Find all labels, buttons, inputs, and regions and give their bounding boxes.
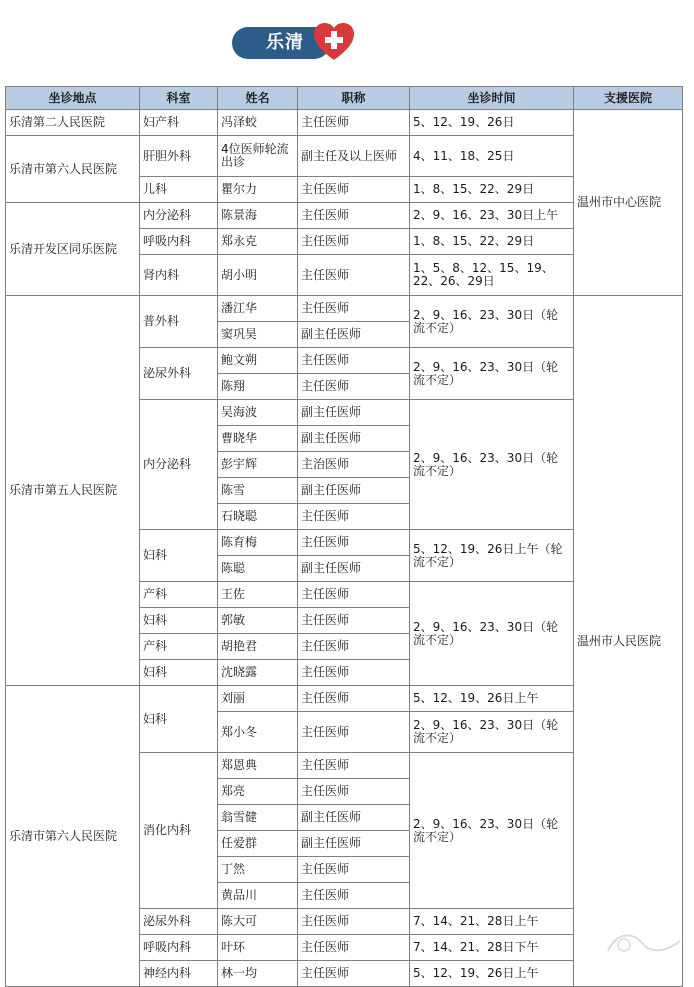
name-cell: 陈雪 [218,478,298,504]
title-cell: 主治医师 [298,452,410,478]
header-name: 姓名 [218,87,298,110]
name-cell: 黄品川 [218,883,298,909]
dept-cell: 肾内科 [140,255,218,296]
dept-cell: 妇科 [140,660,218,686]
clinic-schedule-table [5,86,683,987]
site-cell: 乐清市第五人民医院 [6,296,140,686]
title-cell: 主任医师 [298,530,410,556]
title-cell: 主任医师 [298,110,410,136]
name-cell: 瞿尔力 [218,177,298,203]
name-cell: 陈翔 [218,374,298,400]
title-cell: 主任医师 [298,348,410,374]
time-cell: 5、12、19、26日上午（轮流不定） [410,530,574,582]
dept-cell: 呼吸内科 [140,229,218,255]
time-cell: 2、9、16、23、30日（轮流不定） [410,296,574,348]
time-cell: 5、12、19、26日上午 [410,686,574,712]
title-cell: 主任医师 [298,255,410,296]
header-support-hospital: 支援医院 [574,87,683,110]
header-department: 科室 [140,87,218,110]
title-cell: 主任医师 [298,374,410,400]
site-cell: 乐清市第六人民医院 [6,686,140,987]
title-cell: 主任医师 [298,883,410,909]
time-cell: 5、12、19、26日上午 [410,961,574,987]
name-cell: 胡小明 [218,255,298,296]
name-cell: 刘丽 [218,686,298,712]
time-cell: 7、14、21、28日下午 [410,935,574,961]
dept-cell: 内分泌科 [140,203,218,229]
title-cell: 主任医师 [298,608,410,634]
name-cell: 曹晓华 [218,426,298,452]
header-title: 职称 [298,87,410,110]
time-cell: 1、8、15、22、29日 [410,229,574,255]
dept-cell: 产科 [140,582,218,608]
name-cell: 陈大可 [218,909,298,935]
title-cell: 主任医师 [298,857,410,883]
name-cell: 4位医师轮流出诊 [218,136,298,177]
title-cell: 主任医师 [298,686,410,712]
title-cell: 主任医师 [298,582,410,608]
name-cell: 林一均 [218,961,298,987]
name-cell: 郭敏 [218,608,298,634]
title-cell: 副主任医师 [298,805,410,831]
title-cell: 副主任及以上医师 [298,136,410,177]
header-time: 坐诊时间 [410,87,574,110]
time-cell: 2、9、16、23、30日上午 [410,203,574,229]
title-cell: 主任医师 [298,779,410,805]
table-row [6,110,683,136]
name-cell: 叶环 [218,935,298,961]
name-cell: 陈育梅 [218,530,298,556]
name-cell: 沈晓露 [218,660,298,686]
support-hospital-cell: 温州市中心医院 [574,110,683,296]
title-cell: 副主任医师 [298,426,410,452]
title-cell: 主任医师 [298,753,410,779]
name-cell: 郑亮 [218,779,298,805]
title-cell: 主任医师 [298,296,410,322]
name-cell: 陈景海 [218,203,298,229]
name-cell: 窦巩昊 [218,322,298,348]
time-cell: 2、9、16、23、30日（轮流不定） [410,712,574,753]
dept-cell: 肝胆外科 [140,136,218,177]
name-cell: 鲍文朔 [218,348,298,374]
title-cell: 主任医师 [298,177,410,203]
name-cell: 翁雪健 [218,805,298,831]
dept-cell: 妇科 [140,686,218,753]
time-cell: 2、9、16、23、30日（轮流不定） [410,753,574,909]
name-cell: 郑恩典 [218,753,298,779]
title-cell: 主任医师 [298,504,410,530]
name-cell: 胡艳君 [218,634,298,660]
title-cell: 副主任医师 [298,400,410,426]
site-cell: 乐清开发区同乐医院 [6,203,140,296]
time-cell: 4、11、18、25日 [410,136,574,177]
dept-cell: 泌尿外科 [140,348,218,400]
title-cell: 主任医师 [298,634,410,660]
name-cell: 潘江华 [218,296,298,322]
header-location: 坐诊地点 [6,87,140,110]
time-cell: 2、9、16、23、30日（轮流不定） [410,400,574,530]
dept-cell: 妇科 [140,608,218,634]
dept-cell: 呼吸内科 [140,935,218,961]
name-cell: 石晓聪 [218,504,298,530]
name-cell: 丁然 [218,857,298,883]
support-hospital-cell: 温州市人民医院 [574,296,683,987]
name-cell: 郑小冬 [218,712,298,753]
table-header-row [6,87,683,110]
title-cell: 副主任医师 [298,556,410,582]
dept-cell: 内分泌科 [140,400,218,530]
dept-cell: 消化内科 [140,753,218,909]
dept-cell: 产科 [140,634,218,660]
dept-cell: 妇产科 [140,110,218,136]
brand-title: 乐清 [266,32,304,53]
name-cell: 陈聪 [218,556,298,582]
time-cell: 2、9、16、23、30日（轮流不定） [410,348,574,400]
title-cell: 主任医师 [298,909,410,935]
title-cell: 副主任医师 [298,478,410,504]
site-cell: 乐清第二人民医院 [6,110,140,136]
time-cell: 5、12、19、26日 [410,110,574,136]
title-cell: 副主任医师 [298,831,410,857]
site-cell: 乐清市第六人民医院 [6,136,140,203]
watermark-logo [602,923,686,963]
dept-cell: 妇科 [140,530,218,582]
dept-cell: 泌尿外科 [140,909,218,935]
time-cell: 7、14、21、28日上午 [410,909,574,935]
title-cell: 主任医师 [298,712,410,753]
time-cell: 1、8、15、22、29日 [410,177,574,203]
title-cell: 主任医师 [298,660,410,686]
title-cell: 主任医师 [298,203,410,229]
time-cell: 2、9、16、23、30日（轮流不定） [410,582,574,686]
name-cell: 王佐 [218,582,298,608]
heart-plus-icon [312,20,356,64]
dept-cell: 儿科 [140,177,218,203]
dept-cell: 神经内科 [140,961,218,987]
title-cell: 主任医师 [298,229,410,255]
dept-cell: 普外科 [140,296,218,348]
name-cell: 冯泽蛟 [218,110,298,136]
title-cell: 主任医师 [298,961,410,987]
name-cell: 任爱群 [218,831,298,857]
name-cell: 郑永克 [218,229,298,255]
time-cell: 1、5、8、12、15、19、22、26、29日 [410,255,574,296]
table-row [6,296,683,322]
title-cell: 副主任医师 [298,322,410,348]
title-cell: 主任医师 [298,935,410,961]
name-cell: 彭宇辉 [218,452,298,478]
name-cell: 吴海波 [218,400,298,426]
